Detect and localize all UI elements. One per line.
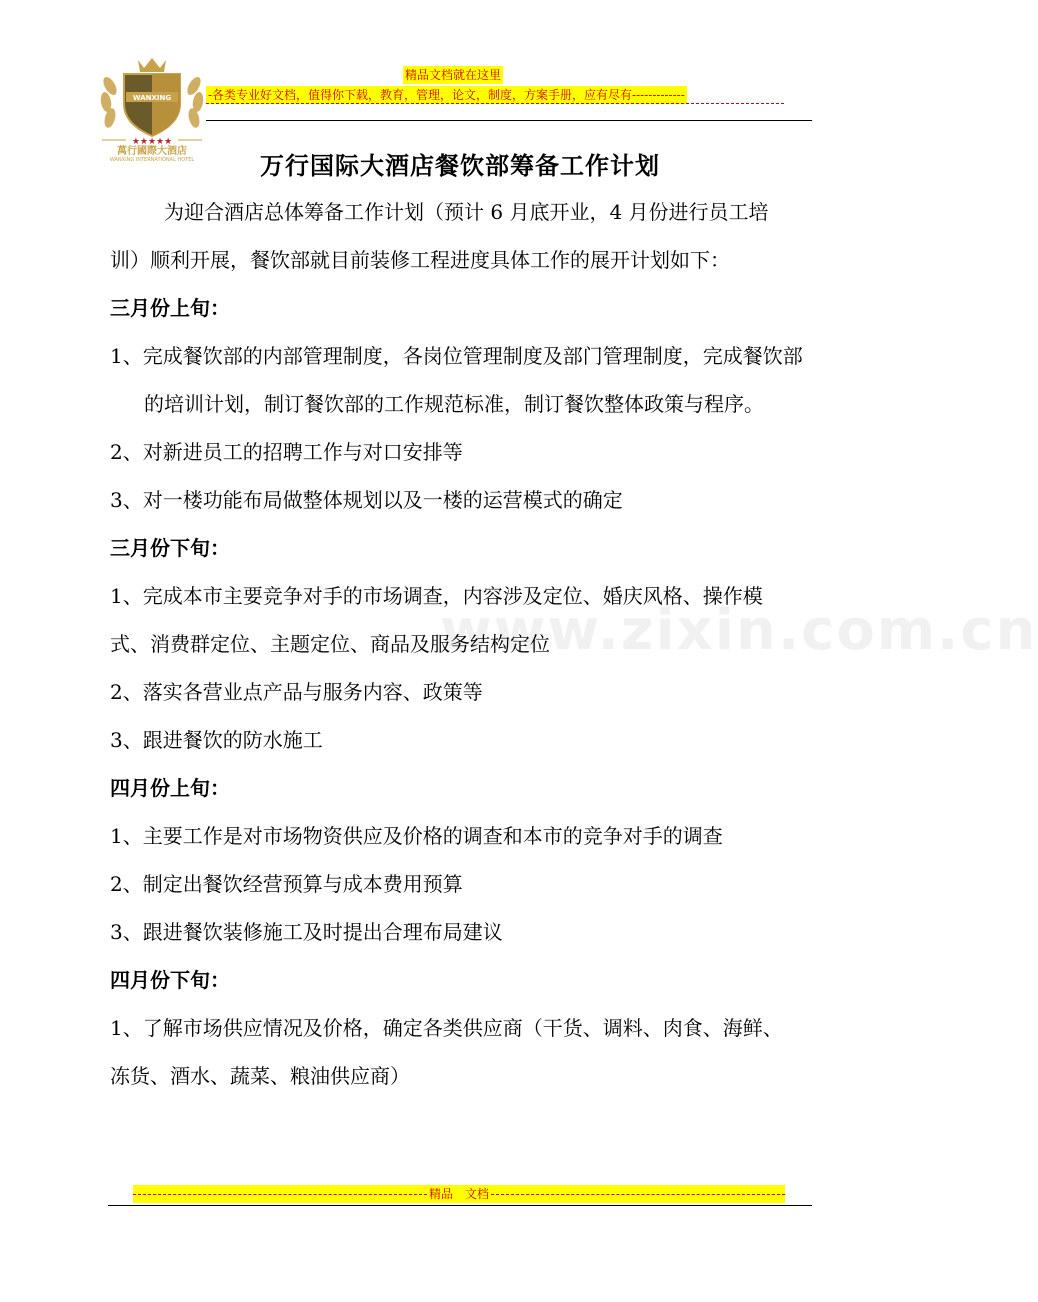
header-top-banner: 精品文档就在这里 bbox=[405, 68, 502, 82]
list-item: 3、跟进餐饮的防水施工 bbox=[110, 728, 323, 752]
list-item: 2、制定出餐饮经营预算与成本费用预算 bbox=[110, 872, 463, 896]
header-sub-banner: -各类专业好文档，值得你下载，教育，管理，论文，制度，方案手册，应有尽有------------- bbox=[208, 88, 685, 102]
document-title: 万行国际大酒店餐饮部筹备工作计划 bbox=[260, 151, 660, 180]
list-item: 式、消费群定位、主题定位、商品及服务结构定位 bbox=[110, 632, 550, 656]
list-item: 1、主要工作是对市场物资供应及价格的调查和本市的竞争对手的调查 bbox=[110, 824, 723, 848]
header-dash-rule bbox=[206, 103, 784, 114]
list-item: 2、对新进员工的招聘工作与对口安排等 bbox=[110, 440, 463, 464]
footer-dash-right bbox=[491, 1194, 785, 1195]
footer-label: 精品 文档 bbox=[429, 1187, 490, 1201]
list-item: 3、对一楼功能布局做整体规划以及一楼的运营模式的确定 bbox=[110, 488, 623, 512]
watermark: www.zixin.com.cn bbox=[440, 598, 1038, 663]
intro-line-2: 训）顺利开展，餐饮部就目前装修工程进度具体工作的展开计划如下： bbox=[110, 248, 730, 272]
document-body bbox=[110, 188, 815, 1100]
svg-text:萬行國際大酒店: 萬行國際大酒店 bbox=[117, 146, 187, 157]
list-item: 冻货、酒水、蔬菜、粮油供应商） bbox=[110, 1064, 410, 1088]
section-heading: 三月份上旬： bbox=[110, 296, 230, 320]
list-item: 2、落实各营业点产品与服务内容、政策等 bbox=[110, 680, 483, 704]
list-item: 1、了解市场供应情况及价格，确定各类供应商（干货、调料、肉食、海鲜、 bbox=[110, 1016, 783, 1040]
svg-text:WANXING INTERNATIONAL HOTEL: WANXING INTERNATIONAL HOTEL bbox=[109, 157, 195, 163]
section-heading: 四月份下旬： bbox=[110, 968, 230, 992]
list-item: 3、跟进餐饮装修施工及时提出合理布局建议 bbox=[110, 920, 503, 944]
svg-text:★★★★★: ★★★★★ bbox=[131, 137, 173, 147]
list-item: 1、完成本市主要竞争对手的市场调查，内容涉及定位、婚庆风格、操作模 bbox=[110, 584, 763, 608]
svg-text:WANXING: WANXING bbox=[132, 94, 172, 102]
footer-banner bbox=[133, 1185, 785, 1203]
section-heading: 三月份下旬： bbox=[110, 536, 230, 560]
intro-line-1: 为迎合酒店总体筹备工作计划（预计 6 月底开业，4 月份进行员工培 bbox=[164, 200, 769, 224]
section-heading: 四月份上旬： bbox=[110, 776, 230, 800]
footer-rule bbox=[108, 1205, 812, 1206]
footer-dash-left bbox=[133, 1194, 427, 1195]
list-item: 1、完成餐饮部的内部管理制度，各岗位管理制度及部门管理制度，完成餐饮部的培训计划，制订餐饮部的工作规范标准，制订餐饮整体政策与程序。 bbox=[110, 344, 803, 416]
header-rule bbox=[206, 120, 812, 121]
